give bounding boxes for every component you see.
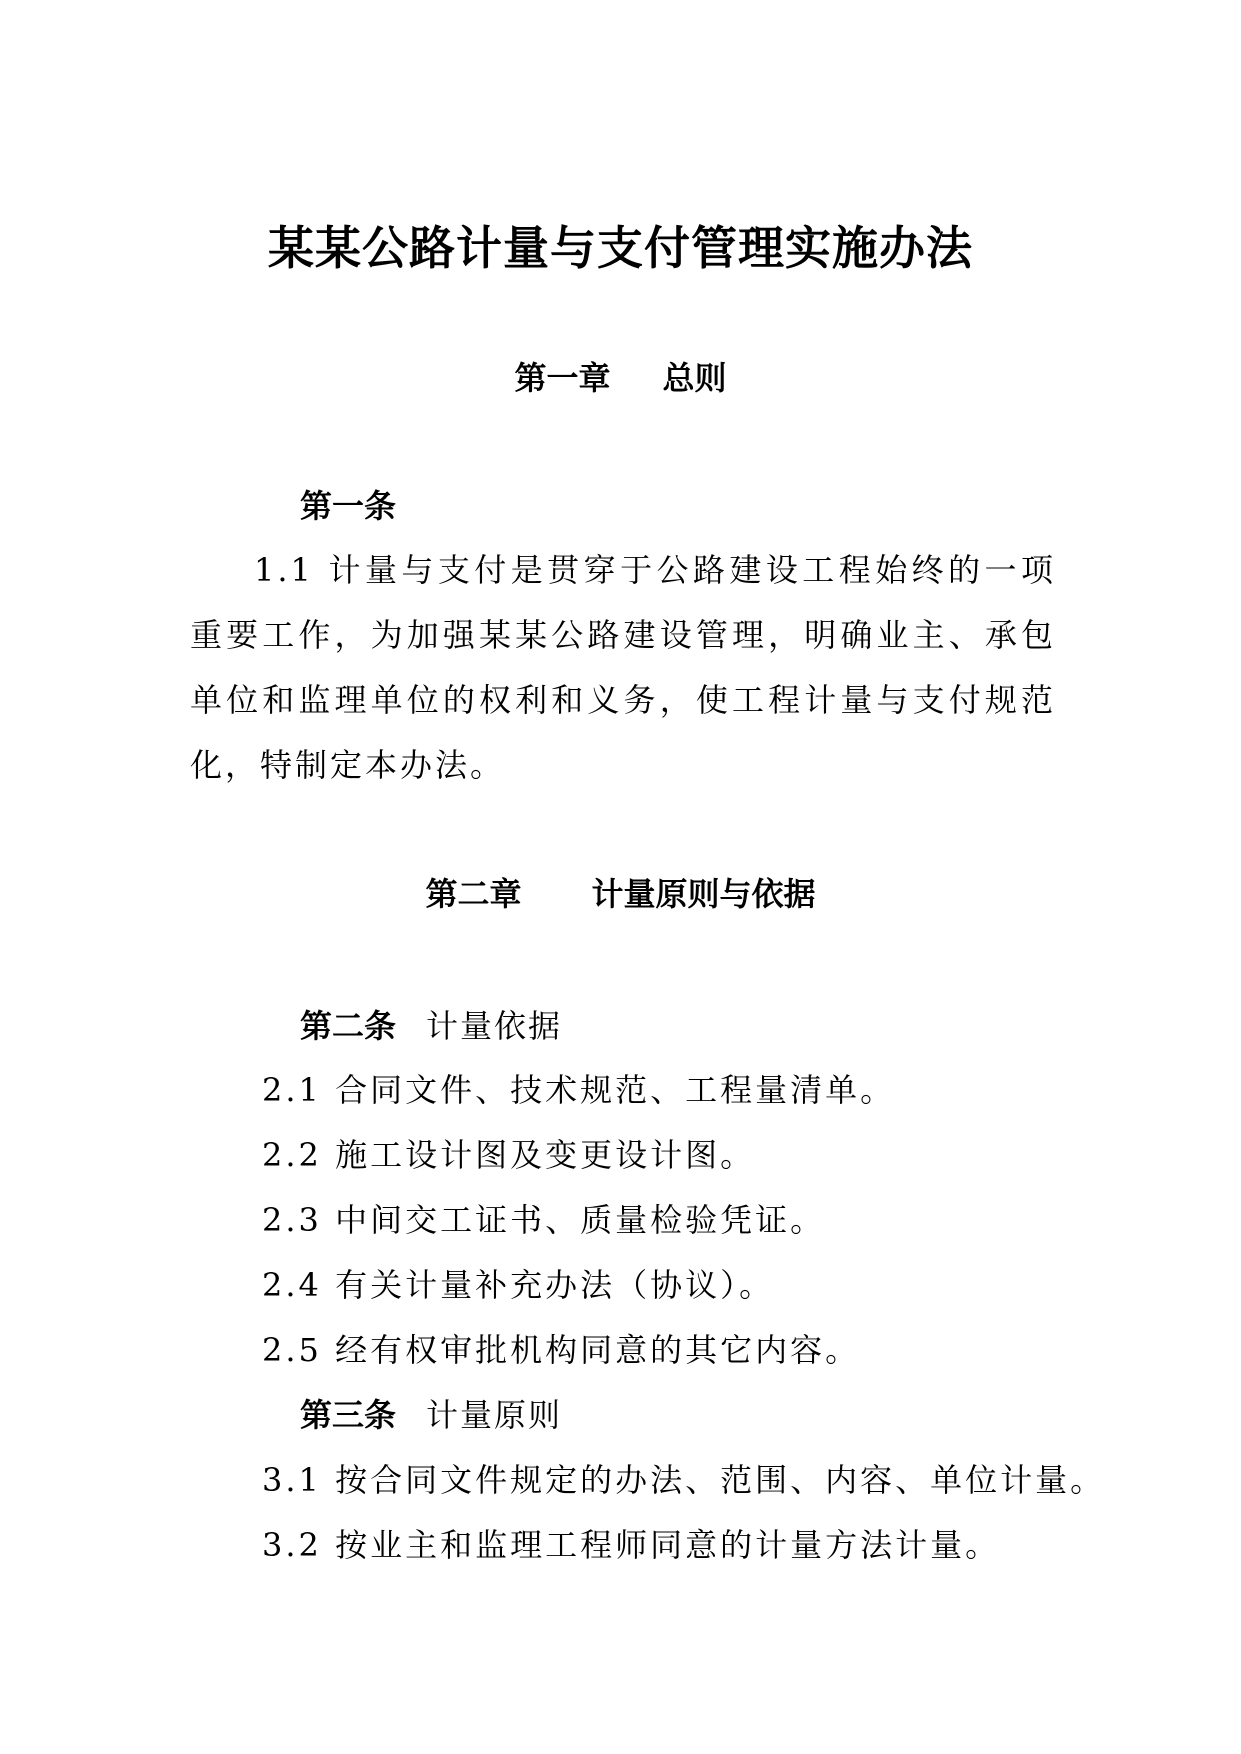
chapter-heading-1 xyxy=(0,356,1241,400)
chapter-name: 总则 xyxy=(662,359,727,397)
list-item: 3.1 按合同文件规定的办法、范围、内容、单位计量。 xyxy=(262,1461,1106,1499)
chapter-name: 计量原则与依据 xyxy=(591,875,816,913)
chapter-heading-2 xyxy=(0,872,1241,916)
article-number: 第一条 xyxy=(300,487,397,525)
article-number: 第三条 xyxy=(300,1396,397,1434)
article-name: 计量依据 xyxy=(426,1007,563,1045)
document-title: 某某公路计量与支付管理实施办法 xyxy=(268,221,973,275)
list-item: 3.2 按业主和监理工程师同意的计量方法计量。 xyxy=(262,1526,1001,1564)
list-item: 2.5 经有权审批机构同意的其它内容。 xyxy=(262,1331,861,1369)
article-number: 第二条 xyxy=(300,1007,397,1045)
chapter-number: 第一章 xyxy=(514,359,611,397)
article-name: 计量原则 xyxy=(426,1396,563,1434)
article-heading-3 xyxy=(300,1393,562,1437)
list-item: 2.2 施工设计图及变更设计图。 xyxy=(262,1136,756,1174)
list-item: 2.4 有关计量补充办法（协议）。 xyxy=(262,1266,775,1304)
article-heading-1 xyxy=(300,484,396,528)
list-item: 2.3 中间交工证书、质量检验凭证。 xyxy=(262,1201,826,1239)
list-item: 2.1 合同文件、技术规范、工程量清单。 xyxy=(262,1071,896,1109)
article-heading-2 xyxy=(300,1004,562,1048)
paragraph-1-1: 1.1 计量与支付是贯穿于公路建设工程始终的一项重要工作，为加强某某公路建设管理，明确业主、承包单位和监理单位的权利和义务，使工程计量与支付规范化，特制定本办法。 xyxy=(190,551,1056,784)
chapter-number: 第二章 xyxy=(425,875,522,913)
